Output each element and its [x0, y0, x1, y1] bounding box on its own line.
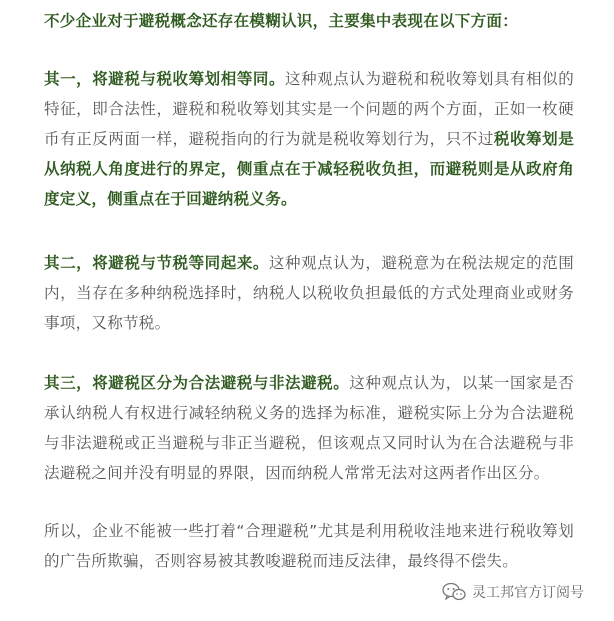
watermark	[442, 582, 584, 602]
point-two-paragraph	[44, 248, 574, 338]
conclusion-text: 所以，企业不能被一些打着“合理避税”尤其是利用税收洼地来进行税收筹划的广告所欺骗，否则容易被其教唆避税而违反法律，最终得不偿失。	[44, 522, 574, 570]
point-one-emphasis: 税收筹划是从纳税人角度进行的界定，侧重点在于减轻税收负担，而避税则是从政府角度定义，侧重点在于回避纳税义务。	[44, 130, 574, 208]
point-three-lead: 其三，将避税区分为合法避税与非法避税。	[44, 374, 350, 392]
point-one-body: 这种观点认为避税和税收筹划具有相似的特征，即合法性，避税和税收筹划其实是一个问题的两个方面，正如一枚硬币有正反两面一样，避税指向的行为就是税收筹划行为，只不过	[44, 70, 574, 148]
point-three-paragraph	[44, 368, 574, 488]
point-three-body: 这种观点认为，以某一国家是否承认纳税人有权进行减轻纳税义务的选择为标准，避税实际上分为合法避税与非法避税或正当避税与非正当避税，但该观点又同时认为在合法避税与非法避税之间并没有明显的界限，因而纳税人常常无法对这两者作出区分。	[44, 374, 575, 482]
point-two-body: 这种观点认为，避税意为在税法规定的范围内，当存在多种纳税选择时，纳税人以税收负担最低的方式处理商业或财务事项，又称节税。	[44, 254, 575, 332]
intro-paragraph	[44, 6, 574, 36]
point-one-paragraph	[44, 64, 574, 214]
point-one-lead: 其一，将避税与税收筹划相等同。	[44, 70, 286, 88]
conclusion-paragraph	[44, 516, 574, 576]
wechat-icon	[442, 582, 466, 602]
point-two-lead: 其二，将避税与节税等同起来。	[44, 254, 269, 272]
intro-text: 不少企业对于避税概念还存在模糊认识，主要集中表现在以下方面：	[44, 12, 519, 30]
watermark-label: 灵工邦官方订阅号	[472, 585, 584, 601]
